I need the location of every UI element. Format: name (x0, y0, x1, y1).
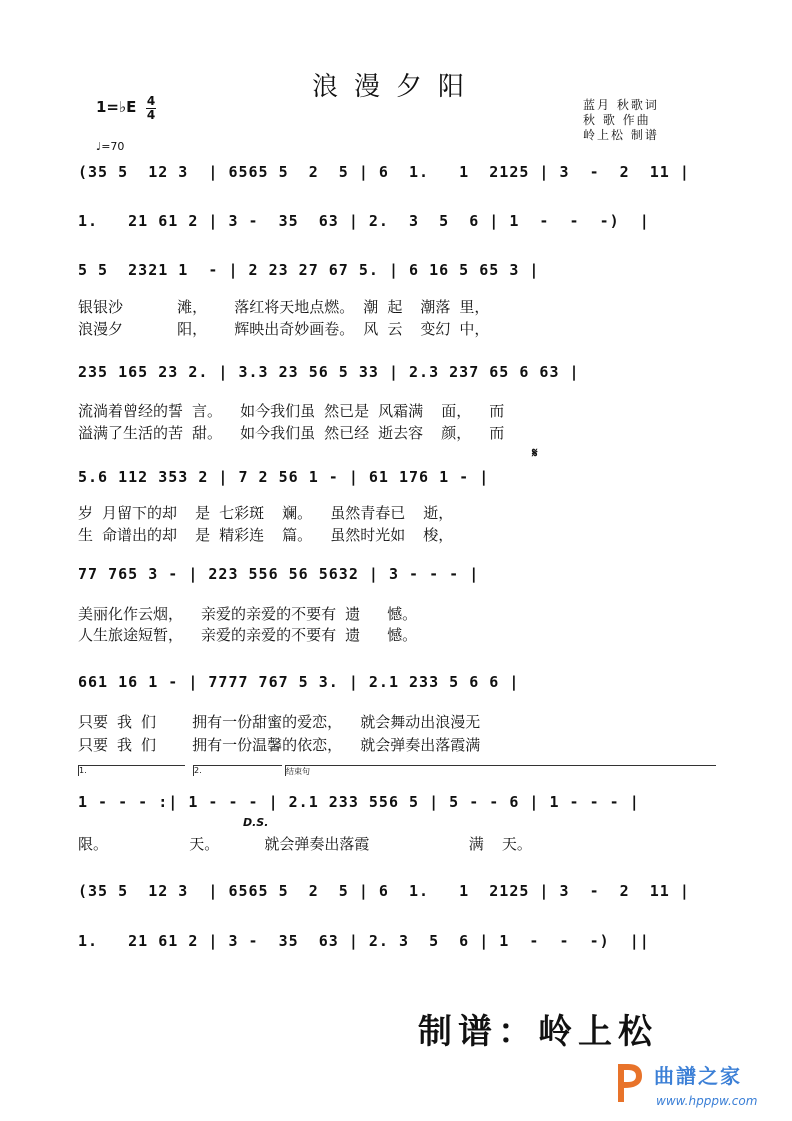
tempo-mark: ♩=70 (96, 140, 125, 153)
notation-row-10: 1. 21 61 2 | 3 - 35 63 | 2. 3 5 6 | 1 - - -) || (78, 932, 650, 950)
lyric-row-3a: 银银沙 滩， 落红将天地点燃。 潮 起 潮落 里， (78, 298, 490, 316)
arranger: 岭上松 制谱 (583, 128, 659, 142)
time-signature (146, 95, 156, 122)
lyricist: 蓝月 秋歌词 (583, 98, 659, 112)
notation-row-7: 661 16 1 - | 7777 767 5 3. | 2.1 233 5 6 6 | (78, 673, 520, 691)
notation-row-9: (35 5 12 3 | 6565 5 2 5 | 6 1. 1 2125 | 3 - 2 11 | (78, 882, 690, 900)
lyric-row-6a: 美丽化作云烟， 亲爱的亲爱的不要有 遗 憾。 (78, 605, 418, 623)
lyric-row-6b: 人生旅途短暂， 亲爱的亲爱的不要有 遗 憾。 (78, 626, 418, 644)
lyric-row-4a: 流淌着曾经的誓 言。 如今我们虽 然已是 风霜满 面， 而 (78, 402, 505, 420)
notation-row-1: (35 5 12 3 | 6565 5 2 5 | 6 1. 1 2125 | 3 - 2 11 | (78, 163, 690, 181)
notation-row-8: 1 - - - :| 1 - - - | 2.1 233 556 5 | 5 - - 6 | 1 - - - | (78, 793, 640, 811)
notation-row-5: 5.6 112 353 2 | 7 2 56 1 - | 61 176 1 - | (78, 468, 490, 486)
lyric-row-3b: 浪漫夕 阳， 辉映出奇妙画卷。 风 云 变幻 中， (78, 320, 490, 338)
lyric-row-5a: 岁 月留下的却 是 七彩斑 斓。 虽然青春已 逝， (78, 504, 454, 522)
notation-row-3: 5 5 2321 1 - | 2 23 27 67 5. | 6 16 5 65 3 | (78, 261, 540, 279)
page-title: 浪漫夕阳 (311, 72, 480, 102)
lyric-row-4b: 溢满了生活的苦 甜。 如今我们虽 然已经 逝去容 颜， 而 (78, 424, 505, 442)
lyric-row-8a: 限。 天。 就会弹奏出落霞 满 天。 (78, 835, 532, 853)
composer: 秋 歌 作曲 (583, 113, 651, 127)
logo-name: 曲譜之家 (654, 1064, 742, 1088)
site-logo[interactable] (612, 1060, 782, 1116)
maker-signature: 制谱：岭上松 (418, 1012, 658, 1052)
second-ending: 2. (193, 765, 282, 776)
credits (583, 98, 659, 143)
p-logo-icon (612, 1060, 648, 1106)
ds-mark: D.S. (243, 816, 269, 829)
notation-row-4: 235 165 23 2. | 3.3 23 56 5 33 | 2.3 237 65 6 63 | (78, 363, 580, 381)
lyric-row-7b: 只要 我 们 拥有一份温馨的依恋， 就会弹奏出落霞满 (78, 736, 481, 754)
coda-ending: 结束句 (285, 765, 716, 776)
meter-top: 4 (146, 94, 156, 108)
notation-row-6: 77 765 3 - | 223 556 56 5632 | 3 - - - | (78, 565, 480, 583)
key-signature: 1=♭E (96, 98, 137, 116)
first-ending: 1. (78, 765, 185, 776)
lyric-row-5b: 生 命谱出的却 是 精彩连 篇。 虽然时光如 梭， (78, 526, 454, 544)
segno-sign: 𝄋 (532, 446, 538, 461)
lyric-row-7a: 只要 我 们 拥有一份甜蜜的爱恋， 就会舞动出浪漫无 (78, 713, 481, 731)
meter-bottom: 4 (146, 108, 156, 122)
notation-row-2: 1. 21 61 2 | 3 - 35 63 | 2. 3 5 6 | 1 - - -) | (78, 212, 650, 230)
logo-url: www.hpppw.com (656, 1094, 758, 1108)
